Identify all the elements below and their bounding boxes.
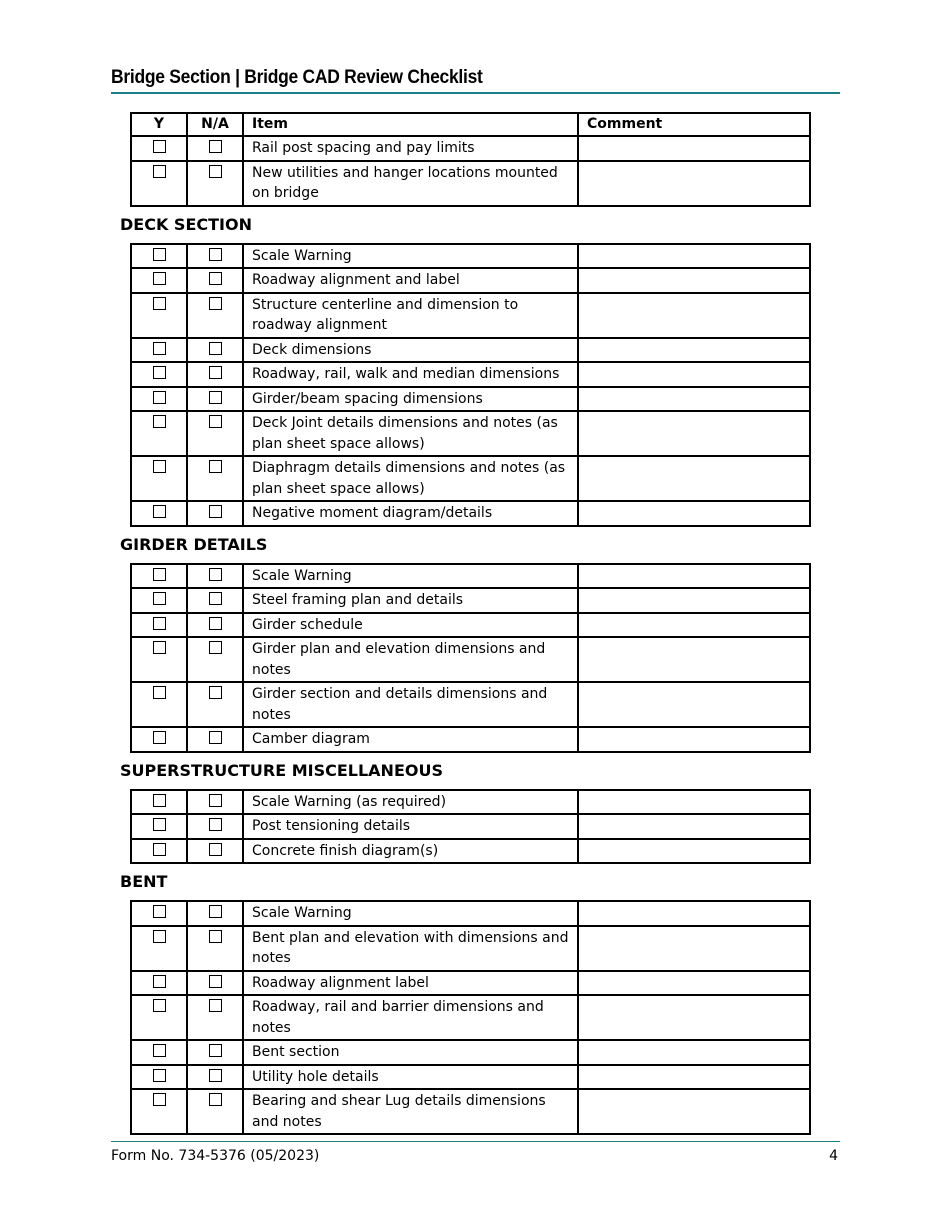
- na-checkbox[interactable]: [209, 460, 222, 473]
- item-label: Scale Warning: [252, 567, 352, 584]
- comment-cell[interactable]: [578, 727, 810, 752]
- comment-cell[interactable]: [578, 682, 810, 727]
- y-checkbox[interactable]: [153, 248, 166, 261]
- intro-rows: [131, 136, 810, 206]
- y-checkbox[interactable]: [153, 975, 166, 988]
- y-checkbox[interactable]: [153, 818, 166, 831]
- item-label: Girder plan and elevation dimensions and notes: [252, 641, 546, 678]
- item-cell: [243, 268, 578, 293]
- item-cell: [243, 901, 578, 926]
- item-label: Roadway, rail and barrier dimensions and notes: [252, 999, 544, 1036]
- section-title: DECK SECTION: [120, 214, 252, 234]
- comment-cell[interactable]: [578, 338, 810, 363]
- item-cell: [243, 564, 578, 589]
- table-row: [131, 268, 810, 293]
- table-row: [131, 901, 810, 926]
- item-cell: [243, 637, 578, 682]
- na-cell: [187, 456, 243, 501]
- section-table: [130, 900, 811, 1135]
- na-checkbox[interactable]: [209, 248, 222, 261]
- na-checkbox[interactable]: [209, 1069, 222, 1082]
- na-checkbox[interactable]: [209, 415, 222, 428]
- comment-cell[interactable]: [578, 411, 810, 456]
- y-checkbox[interactable]: [153, 641, 166, 654]
- na-checkbox[interactable]: [209, 1093, 222, 1106]
- item-cell: [243, 411, 578, 456]
- table-row: [131, 839, 810, 864]
- y-cell: [131, 637, 187, 682]
- table-row: [131, 682, 810, 727]
- page-title: Bridge Section | Bridge CAD Review Checklist: [111, 67, 483, 88]
- item-label: Utility hole details: [252, 1068, 379, 1085]
- y-checkbox[interactable]: [153, 1069, 166, 1082]
- na-cell: [187, 613, 243, 638]
- comment-cell[interactable]: [578, 814, 810, 839]
- form-number: Form No. 734-5376 (05/2023): [111, 1148, 320, 1164]
- y-cell: [131, 362, 187, 387]
- y-checkbox[interactable]: [153, 391, 166, 404]
- na-checkbox[interactable]: [209, 999, 222, 1012]
- item-cell: [243, 1089, 578, 1134]
- y-cell: [131, 839, 187, 864]
- y-cell: [131, 814, 187, 839]
- y-cell: [131, 338, 187, 363]
- item-cell: [243, 501, 578, 526]
- table-row: [131, 926, 810, 971]
- y-checkbox[interactable]: [153, 617, 166, 630]
- y-cell: [131, 387, 187, 412]
- item-label: Girder section and details dimensions and notes: [252, 686, 548, 723]
- na-checkbox[interactable]: [209, 568, 222, 581]
- table-row: [131, 613, 810, 638]
- na-checkbox[interactable]: [209, 366, 222, 379]
- item-cell: [243, 456, 578, 501]
- na-checkbox[interactable]: [209, 391, 222, 404]
- na-cell: [187, 1089, 243, 1134]
- na-cell: [187, 839, 243, 864]
- na-cell: [187, 387, 243, 412]
- comment-cell[interactable]: [578, 839, 810, 864]
- item-cell: [243, 995, 578, 1040]
- y-cell: [131, 268, 187, 293]
- item-label: Scale Warning (as required): [252, 793, 447, 810]
- section-title: SUPERSTRUCTURE MISCELLANEOUS: [120, 760, 443, 780]
- item-cell: [243, 588, 578, 613]
- item-cell: [243, 839, 578, 864]
- item-label: Negative moment diagram/details: [252, 505, 493, 521]
- table-row: [131, 1040, 810, 1065]
- column-header-comment: Comment: [578, 113, 810, 136]
- y-checkbox[interactable]: [153, 592, 166, 605]
- na-checkbox[interactable]: [209, 592, 222, 605]
- na-cell: [187, 244, 243, 269]
- comment-cell[interactable]: [578, 136, 810, 161]
- comment-cell[interactable]: [578, 564, 810, 589]
- na-cell: [187, 1040, 243, 1065]
- y-cell: [131, 501, 187, 526]
- comment-cell[interactable]: [578, 995, 810, 1040]
- table-row: [131, 244, 810, 269]
- table-row: [131, 814, 810, 839]
- table-row: [131, 588, 810, 613]
- item-cell: [243, 682, 578, 727]
- section-title: GIRDER DETAILS: [120, 534, 268, 554]
- item-label: Girder schedule: [252, 616, 363, 633]
- y-cell: [131, 901, 187, 926]
- item-label: Deck Joint details dimensions and notes (as plan sheet space allows): [252, 415, 558, 452]
- item-label: Structure centerline and dimension to roadway alignment: [252, 296, 519, 333]
- na-checkbox[interactable]: [209, 505, 222, 518]
- na-cell: [187, 501, 243, 526]
- na-checkbox[interactable]: [209, 975, 222, 988]
- na-cell: [187, 901, 243, 926]
- item-cell: [243, 613, 578, 638]
- comment-cell[interactable]: [578, 1065, 810, 1090]
- item-cell: [243, 362, 578, 387]
- na-checkbox[interactable]: [209, 794, 222, 807]
- na-cell: [187, 727, 243, 752]
- sections: [120, 207, 809, 1136]
- y-cell: [131, 995, 187, 1040]
- table-header-row: [131, 113, 810, 136]
- item-cell: [243, 814, 578, 839]
- na-checkbox[interactable]: [209, 165, 222, 178]
- na-checkbox[interactable]: [209, 140, 222, 153]
- table-row: [131, 564, 810, 589]
- item-cell: [243, 387, 578, 412]
- y-checkbox[interactable]: [153, 794, 166, 807]
- y-cell: [131, 613, 187, 638]
- na-checkbox[interactable]: [209, 818, 222, 831]
- page-number: 4: [829, 1148, 838, 1164]
- table-row: [131, 971, 810, 996]
- table-row: [131, 727, 810, 752]
- y-cell: [131, 564, 187, 589]
- item-label: Bent plan and elevation with dimensions and notes: [252, 929, 569, 966]
- y-cell: [131, 727, 187, 752]
- comment-cell[interactable]: [578, 387, 810, 412]
- na-checkbox[interactable]: [209, 342, 222, 355]
- y-checkbox[interactable]: [153, 140, 166, 153]
- na-cell: [187, 338, 243, 363]
- y-cell: [131, 136, 187, 161]
- table-row: [131, 1089, 810, 1134]
- comment-cell[interactable]: [578, 637, 810, 682]
- comment-cell[interactable]: [578, 161, 810, 206]
- comment-cell[interactable]: [578, 244, 810, 269]
- item-cell: [243, 971, 578, 996]
- item-label: Diaphragm details dimensions and notes (as plan sheet space allows): [252, 460, 566, 497]
- item-cell: [243, 338, 578, 363]
- y-cell: [131, 1065, 187, 1090]
- y-checkbox[interactable]: [153, 686, 166, 699]
- item-cell: [243, 161, 578, 206]
- y-cell: [131, 161, 187, 206]
- y-checkbox[interactable]: [153, 930, 166, 943]
- y-checkbox[interactable]: [153, 297, 166, 310]
- intro-table: [130, 112, 811, 207]
- comment-cell[interactable]: [578, 456, 810, 501]
- item-label: Deck dimensions: [252, 341, 372, 358]
- y-checkbox[interactable]: [153, 366, 166, 379]
- na-checkbox[interactable]: [209, 843, 222, 856]
- y-checkbox[interactable]: [153, 460, 166, 473]
- item-label: Concrete finish diagram(s): [252, 842, 439, 859]
- y-checkbox[interactable]: [153, 568, 166, 581]
- item-cell: [243, 727, 578, 752]
- na-checkbox[interactable]: [209, 617, 222, 630]
- item-label: Post tensioning details: [252, 818, 411, 834]
- item-label: Steel framing plan and details: [252, 592, 464, 608]
- comment-cell[interactable]: [578, 362, 810, 387]
- column-header-y: Y: [131, 113, 187, 136]
- na-cell: [187, 814, 243, 839]
- comment-cell[interactable]: [578, 901, 810, 926]
- y-cell: [131, 456, 187, 501]
- y-cell: [131, 411, 187, 456]
- item-cell: [243, 1040, 578, 1065]
- section-table: [130, 789, 811, 865]
- page-footer: [111, 1141, 840, 1166]
- table-row: [131, 161, 810, 206]
- y-cell: [131, 926, 187, 971]
- na-checkbox[interactable]: [209, 686, 222, 699]
- item-cell: [243, 293, 578, 338]
- y-checkbox[interactable]: [153, 843, 166, 856]
- item-cell: [243, 136, 578, 161]
- item-label: Camber diagram: [252, 731, 370, 747]
- comment-cell[interactable]: [578, 971, 810, 996]
- na-checkbox[interactable]: [209, 731, 222, 744]
- y-checkbox[interactable]: [153, 272, 166, 285]
- na-checkbox[interactable]: [209, 641, 222, 654]
- item-label: Roadway, rail, walk and median dimensions: [252, 366, 560, 382]
- table-row: [131, 790, 810, 815]
- table-row: [131, 501, 810, 526]
- na-cell: [187, 588, 243, 613]
- item-cell: [243, 790, 578, 815]
- table-row: [131, 411, 810, 456]
- na-cell: [187, 926, 243, 971]
- y-checkbox[interactable]: [153, 505, 166, 518]
- na-checkbox[interactable]: [209, 1044, 222, 1057]
- table-row: [131, 338, 810, 363]
- y-checkbox[interactable]: [153, 731, 166, 744]
- table-row: [131, 995, 810, 1040]
- na-cell: [187, 161, 243, 206]
- y-checkbox[interactable]: [153, 415, 166, 428]
- item-label: Rail post spacing and pay limits: [252, 140, 475, 156]
- y-cell: [131, 1089, 187, 1134]
- na-cell: [187, 682, 243, 727]
- na-cell: [187, 637, 243, 682]
- table-row: [131, 362, 810, 387]
- comment-cell[interactable]: [578, 268, 810, 293]
- checklist: [120, 112, 809, 1135]
- y-cell: [131, 1040, 187, 1065]
- na-cell: [187, 564, 243, 589]
- item-label: Roadway alignment and label: [252, 272, 460, 288]
- na-cell: [187, 411, 243, 456]
- na-cell: [187, 790, 243, 815]
- na-checkbox[interactable]: [209, 297, 222, 310]
- na-checkbox[interactable]: [209, 930, 222, 943]
- y-checkbox[interactable]: [153, 1093, 166, 1106]
- y-cell: [131, 244, 187, 269]
- y-checkbox[interactable]: [153, 999, 166, 1012]
- table-row: [131, 456, 810, 501]
- y-cell: [131, 293, 187, 338]
- table-row: [131, 637, 810, 682]
- y-cell: [131, 588, 187, 613]
- item-label: Bent section: [252, 1044, 340, 1060]
- column-header-item: Item: [243, 113, 578, 136]
- na-cell: [187, 268, 243, 293]
- na-cell: [187, 136, 243, 161]
- comment-cell[interactable]: [578, 613, 810, 638]
- column-header-na: N/A: [187, 113, 243, 136]
- comment-cell[interactable]: [578, 1089, 810, 1134]
- na-checkbox[interactable]: [209, 905, 222, 918]
- item-label: Girder/beam spacing dimensions: [252, 390, 483, 407]
- y-checkbox[interactable]: [153, 905, 166, 918]
- item-cell: [243, 1065, 578, 1090]
- comment-cell[interactable]: [578, 926, 810, 971]
- section-table: [130, 563, 811, 753]
- y-cell: [131, 971, 187, 996]
- y-checkbox[interactable]: [153, 165, 166, 178]
- y-checkbox[interactable]: [153, 1044, 166, 1057]
- comment-cell[interactable]: [578, 293, 810, 338]
- item-label: Bearing and shear Lug details dimensions and notes: [252, 1093, 546, 1130]
- table-row: [131, 387, 810, 412]
- section-title: BENT: [120, 872, 168, 891]
- page-header: [111, 66, 840, 94]
- na-cell: [187, 362, 243, 387]
- item-label: Scale Warning: [252, 905, 352, 921]
- item-label: New utilities and hanger locations mounted on bridge: [252, 164, 558, 201]
- comment-cell[interactable]: [578, 588, 810, 613]
- item-label: Roadway alignment label: [252, 974, 429, 991]
- table-row: [131, 1065, 810, 1090]
- na-checkbox[interactable]: [209, 272, 222, 285]
- section-table: [130, 243, 811, 527]
- y-checkbox[interactable]: [153, 342, 166, 355]
- table-row: [131, 293, 810, 338]
- comment-cell[interactable]: [578, 790, 810, 815]
- y-cell: [131, 790, 187, 815]
- na-cell: [187, 1065, 243, 1090]
- item-label: Scale Warning: [252, 247, 352, 264]
- na-cell: [187, 995, 243, 1040]
- item-cell: [243, 244, 578, 269]
- comment-cell[interactable]: [578, 1040, 810, 1065]
- y-cell: [131, 682, 187, 727]
- na-cell: [187, 293, 243, 338]
- item-cell: [243, 926, 578, 971]
- na-cell: [187, 971, 243, 996]
- table-row: [131, 136, 810, 161]
- comment-cell[interactable]: [578, 501, 810, 526]
